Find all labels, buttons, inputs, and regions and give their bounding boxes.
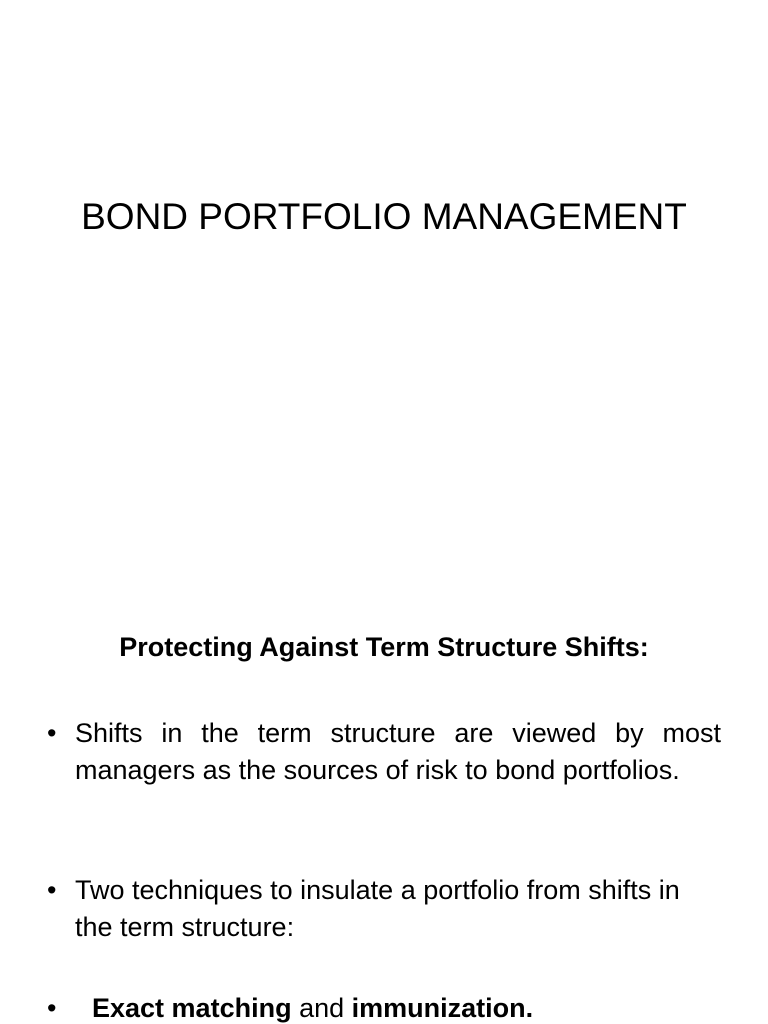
bullet-item xyxy=(47,872,721,945)
bullet-text: Shifts in the term structure are viewed by most managers as the sources of risk to bond portfolios. xyxy=(75,718,721,785)
bullet-marker: • xyxy=(47,718,57,748)
bullet-text xyxy=(92,990,738,1024)
section-heading-text: Protecting Against Term Structure Shifts: xyxy=(119,632,649,662)
bullet-text-bold: immunization. xyxy=(351,993,534,1023)
bullet-text-bold: Exact matching xyxy=(92,993,292,1023)
bullet-marker: • xyxy=(47,875,57,905)
bullet-text: Two techniques to insulate a portfolio from shifts in the term structure: xyxy=(75,875,680,942)
bullet-item xyxy=(47,715,721,788)
bullet-item xyxy=(47,990,721,1024)
section-heading xyxy=(0,628,768,666)
bullet-marker: • xyxy=(47,993,57,1023)
slide-title: BOND PORTFOLIO MANAGEMENT xyxy=(81,196,687,237)
bullet-text-plain: and xyxy=(291,993,352,1023)
